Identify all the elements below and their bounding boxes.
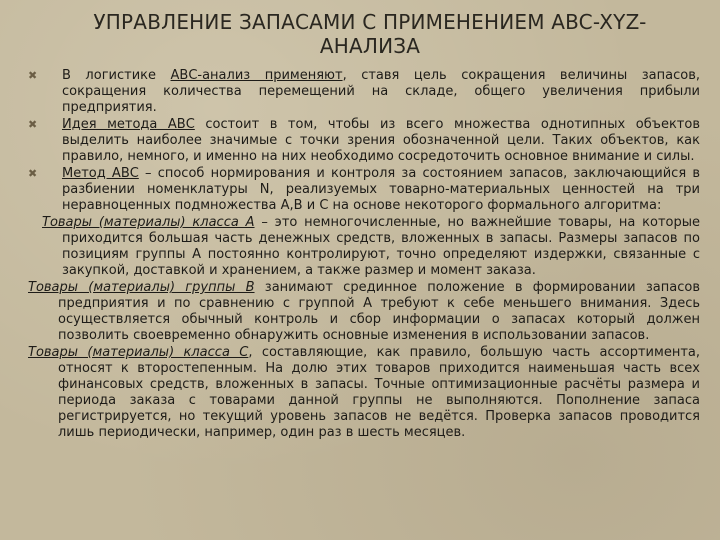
x-mark-icon: ✖ (28, 167, 38, 180)
paragraph-class-a-term: Товары (материалы) класса А (42, 215, 255, 230)
paragraph-abc-usage (28, 68, 700, 116)
paragraph-abc-method-text: – способ нормирования и контроля за состоянием запасов, заключающийся в разбиении номенклатуры N, реализуемых товарно-материальных ценностей на три неравноценных подмножества А,В и С на основе некоторого формального алгоритма: (62, 166, 700, 213)
paragraph-abc-method-term: Метод АВС (62, 166, 139, 181)
paragraph-abc-idea (28, 117, 700, 165)
paragraph-group-b-term: Товары (материалы) группы В (28, 280, 255, 295)
paragraph-class-a-text: – это немногочисленные, но важнейшие товары, на которые приходится большая часть денежных средств, вложенных в запасы. Размеры запасов по позициям группы А постоянно контролируют, точно определяют издержки, связанные с закупкой, доставкой и хранением, а также размер и момент заказа. (62, 215, 700, 278)
x-mark-icon: ✖ (28, 69, 38, 82)
paragraph-abc-idea-term: Идея метода АВС (62, 117, 195, 132)
paragraph-class-a (28, 215, 700, 279)
slide-title: УПРАВЛЕНИЕ ЗАПАСАМИ С ПРИМЕНЕНИЕМ ABC-XYZ-АНАЛИЗА (93, 10, 647, 58)
paragraph-class-c-term: Товары (материалы) класса С (28, 345, 249, 360)
paragraph-class-c (28, 345, 700, 441)
paragraph-group-b-text: занимают срединное положение в формировании запасов предприятия и по сравнению с группой А требуют к себе меньшего внимания. Здесь осуществляется обычный контроль и сбор информации о запасах который должен позволить своевременно обнаружить основные изменения в использовании запасов. (58, 280, 700, 343)
paragraph-abc-usage-pre: В логистике (62, 68, 171, 83)
paragraph-abc-usage-text: , ставя цель сокращения величины запасов, сокращения количества перемещений на складе, общего увеличения прибыли предприятия. (62, 68, 700, 115)
paragraph-abc-method (28, 166, 700, 214)
paragraph-group-b (28, 280, 700, 344)
paragraph-abc-usage-term: АВС-анализ применяют (170, 68, 343, 83)
slide-body (28, 68, 700, 442)
x-mark-icon: ✖ (28, 118, 38, 131)
paragraph-abc-idea-text: состоит в том, чтобы из всего множества однотипных объектов выделить наиболее значимые с точки зрения обозначенной цели. Таких объектов, как правило, немного, и именно на них необходимо сосредоточить основное внимание и силы. (62, 117, 700, 164)
paragraph-class-c-text: , составляющие, как правило, большую часть ассортимента, относят к второстепенным. На долю этих товаров приходится наименьшая часть всех финансовых средств, вложенных в запасы. Точные оптимизационные расчёты размера и периода заказа с товарами данной группы не выполняются. Пополнение запаса регистрируется, но текущий уровень запасов не ведётся. Проверка запасов проводится лишь периодически, например, один раз в шесть месяцев. (58, 345, 700, 440)
